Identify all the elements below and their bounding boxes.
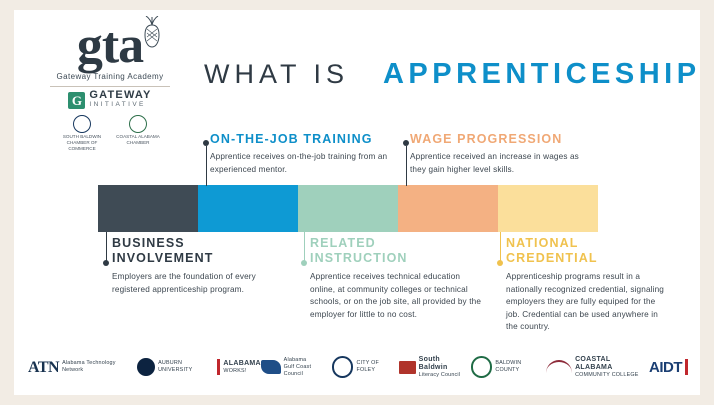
- partner-logo-auburn: [137, 358, 217, 376]
- alabama-works-bar-icon: [217, 359, 220, 375]
- page-title: [204, 58, 701, 91]
- callout-related-body: Apprentice receives technical education online, at community colleges or technical schools, or on the job site, all provided by the employer for little to no cost.: [310, 272, 482, 319]
- callout-national-credential: [506, 236, 666, 334]
- callout-wage-body: Apprentice received an increase in wages as they gain higher level skills.: [410, 152, 579, 174]
- callout-business-heading: [112, 236, 262, 266]
- atn-subtitle: Alabama Technology Network: [62, 360, 116, 373]
- south-baldwin-chamber-label: SOUTH BALDWIN CHAMBER OF COMMERCE: [62, 134, 102, 151]
- city-seal-icon: [332, 356, 354, 378]
- gateway-initiative-logo: [30, 91, 190, 109]
- bar-segment-national-credential: [498, 185, 598, 232]
- gulf-coast-line1: Alabama: [283, 356, 307, 363]
- poster-canvas: [14, 10, 700, 395]
- partner-logo-strip: [28, 350, 688, 384]
- literacy-line1: South Baldwin: [418, 355, 448, 371]
- partner-logo-alabama-works: [217, 359, 260, 375]
- callout-wage-heading: WAGE PROGRESSION: [410, 132, 563, 146]
- auburn-crest-icon: [137, 358, 155, 376]
- connector-dot-national: [497, 260, 503, 266]
- alabama-works-line1: ALABAMA: [223, 359, 261, 367]
- baldwin-county-seal-icon: [471, 356, 493, 378]
- gateway-title: GATEWAY: [89, 89, 152, 101]
- partner-logo-city-seal: [332, 356, 399, 378]
- coastal-arc-icon: [546, 360, 572, 375]
- apprenticeship-bar: [98, 185, 598, 232]
- bar-segment-business-involvement: [98, 185, 198, 232]
- literacy-line2: Literacy Council: [418, 371, 461, 378]
- connector-line-wage: [406, 146, 407, 186]
- connector-dot-business: [103, 260, 109, 266]
- academy-name: Gateway Training Academy: [56, 72, 164, 81]
- gulf-coast-label: [284, 357, 332, 378]
- bar-segment-wage-progression: [398, 185, 498, 232]
- connector-line-business: [106, 232, 107, 262]
- alabama-works-label: [223, 360, 260, 375]
- callout-national-heading: [506, 236, 666, 266]
- chamber-seal-icon: [73, 115, 91, 133]
- gta-wordmark: [76, 17, 144, 74]
- callout-business-heading-line1: BUSINESS: [112, 236, 185, 250]
- partner-logo-coastal-alabama: [546, 356, 649, 379]
- gateway-g-icon: G: [68, 92, 85, 109]
- pineapple-icon: [141, 16, 163, 50]
- partner-logo-baldwin-county: [471, 356, 547, 378]
- callout-wage-progression: [410, 132, 582, 176]
- coastal-alabama-chamber-label: COASTAL ALABAMA CHAMBER: [116, 134, 160, 145]
- callout-related-heading-line1: RELATED: [310, 236, 376, 250]
- alabama-works-line2: WORKS!: [223, 367, 247, 374]
- connector-dot-related: [301, 260, 307, 266]
- aidt-wordmark: AIDT: [648, 358, 682, 376]
- callout-business-heading-line2: INVOLVEMENT: [112, 251, 214, 265]
- coastal-line1: COASTAL ALABAMA: [575, 355, 613, 371]
- connector-line-related: [304, 232, 305, 262]
- gta-logo-block: [30, 17, 190, 152]
- partner-logo-atn: [28, 360, 137, 374]
- gulf-coast-swoosh-icon: [261, 360, 281, 374]
- partner-logo-literacy-council: [399, 356, 471, 379]
- coastal-chamber-seal-icon: [129, 115, 147, 133]
- logo-divider: [50, 86, 170, 87]
- coastal-alabama-chamber-logo: [114, 115, 162, 152]
- callout-related-heading-line2: INSTRUCTION: [310, 251, 408, 265]
- callout-on-the-job-training: [210, 132, 396, 176]
- gateway-subtitle: INITIATIVE: [89, 101, 146, 108]
- atn-wordmark: ATN: [28, 358, 60, 376]
- gta-wordmark-text: gta: [76, 17, 144, 74]
- callout-related-heading: [310, 236, 482, 266]
- callout-related-instruction: [310, 236, 482, 321]
- coastal-line2: COMMUNITY COLLEGE: [575, 371, 639, 378]
- south-baldwin-chamber-logo: [58, 115, 106, 152]
- callout-ojt-body: Apprentice receives on-the-job training from an experienced mentor.: [210, 152, 388, 174]
- partner-logo-gulf-coast-council: [261, 357, 332, 378]
- aidt-bar-icon: [685, 359, 688, 375]
- title-part-2: APPRENTICESHIP: [382, 58, 701, 90]
- bar-segment-related-instruction: [298, 185, 398, 232]
- title-part-1: WHAT IS: [204, 59, 350, 89]
- connector-line-national: [500, 232, 501, 262]
- partner-logo-aidt: [649, 359, 688, 375]
- coastal-alabama-label: [575, 356, 649, 379]
- callout-national-heading-line2: CREDENTIAL: [506, 251, 598, 265]
- auburn-label: AUBURN UNIVERSITY: [158, 360, 193, 373]
- book-icon: [399, 361, 416, 374]
- callout-business-involvement: [112, 236, 262, 296]
- bar-segment-on-the-job-training: [198, 185, 298, 232]
- callout-business-body: Employers are the foundation of every registered apprenticeship program.: [112, 272, 256, 294]
- city-seal-label: CITY OF FOLEY: [356, 360, 380, 373]
- baldwin-county-label: BALDWIN COUNTY: [495, 360, 522, 373]
- callout-national-heading-line1: NATIONAL: [506, 236, 579, 250]
- callout-ojt-heading: ON-THE-JOB TRAINING: [210, 132, 373, 146]
- gulf-coast-line2: Gulf Coast Council: [283, 363, 312, 377]
- literacy-council-label: [419, 356, 471, 379]
- callout-national-body: Apprenticeship programs result in a nationally recognized credential, signaling employers they are fully equiped for the job. Credential can be used anywhere in the country.: [506, 272, 665, 331]
- logo-partner-row: [30, 115, 190, 152]
- connector-line-ojt: [206, 146, 207, 186]
